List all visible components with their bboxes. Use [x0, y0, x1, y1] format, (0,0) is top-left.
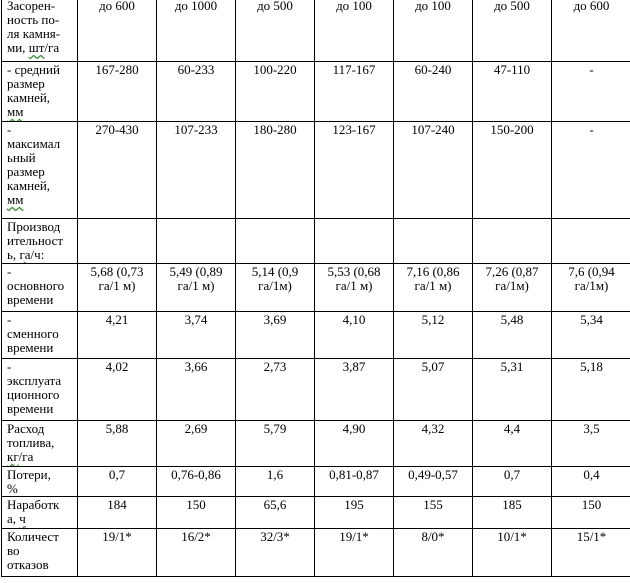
table-row-failures [2, 529, 630, 577]
table-cell: 3,66 [157, 359, 236, 421]
table-cell: 0,76-0,86 [157, 467, 236, 497]
data-table [1, 0, 630, 577]
row-label: Расход топлива, кг/га [2, 421, 78, 467]
table-cell: 0,49-0,57 [394, 467, 473, 497]
table-cell: 7,16 (0,86 га/1 м) [394, 264, 473, 312]
table-cell [315, 219, 394, 264]
table-row-main-time [2, 264, 630, 312]
table-cell: 107-233 [157, 122, 236, 219]
table-row-stoniness [2, 0, 630, 62]
table-cell: - [552, 122, 630, 219]
table-cell: 3,87 [315, 359, 394, 421]
table-cell: 150 [157, 497, 236, 529]
table-cell: 19/1* [78, 529, 157, 577]
table-cell: 4,21 [78, 312, 157, 359]
table-cell: 15/1* [552, 529, 630, 577]
table-cell: 60-233 [157, 62, 236, 122]
table-cell [236, 219, 315, 264]
table-cell: 150 [552, 497, 630, 529]
row-label: Наработк а, ч [2, 497, 78, 529]
table-cell: 5,53 (0,68 га/1 м) [315, 264, 394, 312]
table-cell: 4,4 [473, 421, 552, 467]
table-cell: 7,6 (0,94 га/1м) [552, 264, 630, 312]
table-cell: до 500 [473, 0, 552, 62]
row-label: Засорен- ность по- ля камня- ми, шт/га [2, 0, 78, 62]
table-cell: 10/1* [473, 529, 552, 577]
table-row-max-stone-size [2, 122, 630, 219]
table-cell: 270-430 [78, 122, 157, 219]
table-row-shift-time [2, 312, 630, 359]
table-cell: 60-240 [394, 62, 473, 122]
table-cell: 5,34 [552, 312, 630, 359]
table-cell: 0,4 [552, 467, 630, 497]
table-cell: 4,10 [315, 312, 394, 359]
table-cell: 0,7 [473, 467, 552, 497]
table-cell: 1,6 [236, 467, 315, 497]
table-cell: 65,6 [236, 497, 315, 529]
table-cell: 5,49 (0,89 га/1 м) [157, 264, 236, 312]
row-label: - основного времени [2, 264, 78, 312]
table-cell: 16/2* [157, 529, 236, 577]
table-cell: 167-280 [78, 62, 157, 122]
table-cell: 8/0* [394, 529, 473, 577]
table-row-losses [2, 467, 630, 497]
table-cell: 5,07 [394, 359, 473, 421]
row-label: - средний размер камней, мм [2, 62, 78, 122]
row-label: Производ ительност ь, га/ч: [2, 219, 78, 264]
table-cell [78, 219, 157, 264]
table-cell: 5,14 (0,9 га/1м) [236, 264, 315, 312]
table-cell: 195 [315, 497, 394, 529]
row-label: - максимал ьный размер камней, мм [2, 122, 78, 219]
table-cell: до 100 [394, 0, 473, 62]
table-row-operating-hours [2, 497, 630, 529]
table-cell [394, 219, 473, 264]
table-cell: 100-220 [236, 62, 315, 122]
table-cell: 184 [78, 497, 157, 529]
table-cell [473, 219, 552, 264]
table-cell: 7,26 (0,87 га/1м) [473, 264, 552, 312]
table-cell: 0,7 [78, 467, 157, 497]
table-cell: до 500 [236, 0, 315, 62]
table-cell: до 1000 [157, 0, 236, 62]
row-label: Количест во отказов [2, 529, 78, 577]
table-cell: 0,81-0,87 [315, 467, 394, 497]
table-cell: 19/1* [315, 529, 394, 577]
table-cell: до 100 [315, 0, 394, 62]
table-cell [552, 219, 630, 264]
table-cell: 5,79 [236, 421, 315, 467]
row-label: - сменного времени [2, 312, 78, 359]
table-cell: 150-200 [473, 122, 552, 219]
table-cell: 5,68 (0,73 га/1 м) [78, 264, 157, 312]
table-cell: 123-167 [315, 122, 394, 219]
table-row-avg-stone-size [2, 62, 630, 122]
table-cell: 47-110 [473, 62, 552, 122]
table-cell: 3,69 [236, 312, 315, 359]
table-cell: 2,73 [236, 359, 315, 421]
row-label: Потери, % [2, 467, 78, 497]
table-cell: 3,5 [552, 421, 630, 467]
table-cell: 5,31 [473, 359, 552, 421]
row-label: - эксплуата ционного времени [2, 359, 78, 421]
table-cell: 2,69 [157, 421, 236, 467]
table-row-operation-time [2, 359, 630, 421]
table-cell: до 600 [78, 0, 157, 62]
table-cell: 185 [473, 497, 552, 529]
table-cell: 5,18 [552, 359, 630, 421]
table-cell: 5,48 [473, 312, 552, 359]
table-cell: 155 [394, 497, 473, 529]
table-cell: - [552, 62, 630, 122]
table-cell: 5,12 [394, 312, 473, 359]
table-row-productivity-header [2, 219, 630, 264]
table-cell: 3,74 [157, 312, 236, 359]
table-cell: 107-240 [394, 122, 473, 219]
table-cell: до 600 [552, 0, 630, 62]
table-cell: 4,90 [315, 421, 394, 467]
table-cell: 4,02 [78, 359, 157, 421]
table-cell: 4,32 [394, 421, 473, 467]
table-cell [157, 219, 236, 264]
table-cell: 32/3* [236, 529, 315, 577]
table-cell: 180-280 [236, 122, 315, 219]
table-row-fuel [2, 421, 630, 467]
table-cell: 117-167 [315, 62, 394, 122]
table-cell: 5,88 [78, 421, 157, 467]
